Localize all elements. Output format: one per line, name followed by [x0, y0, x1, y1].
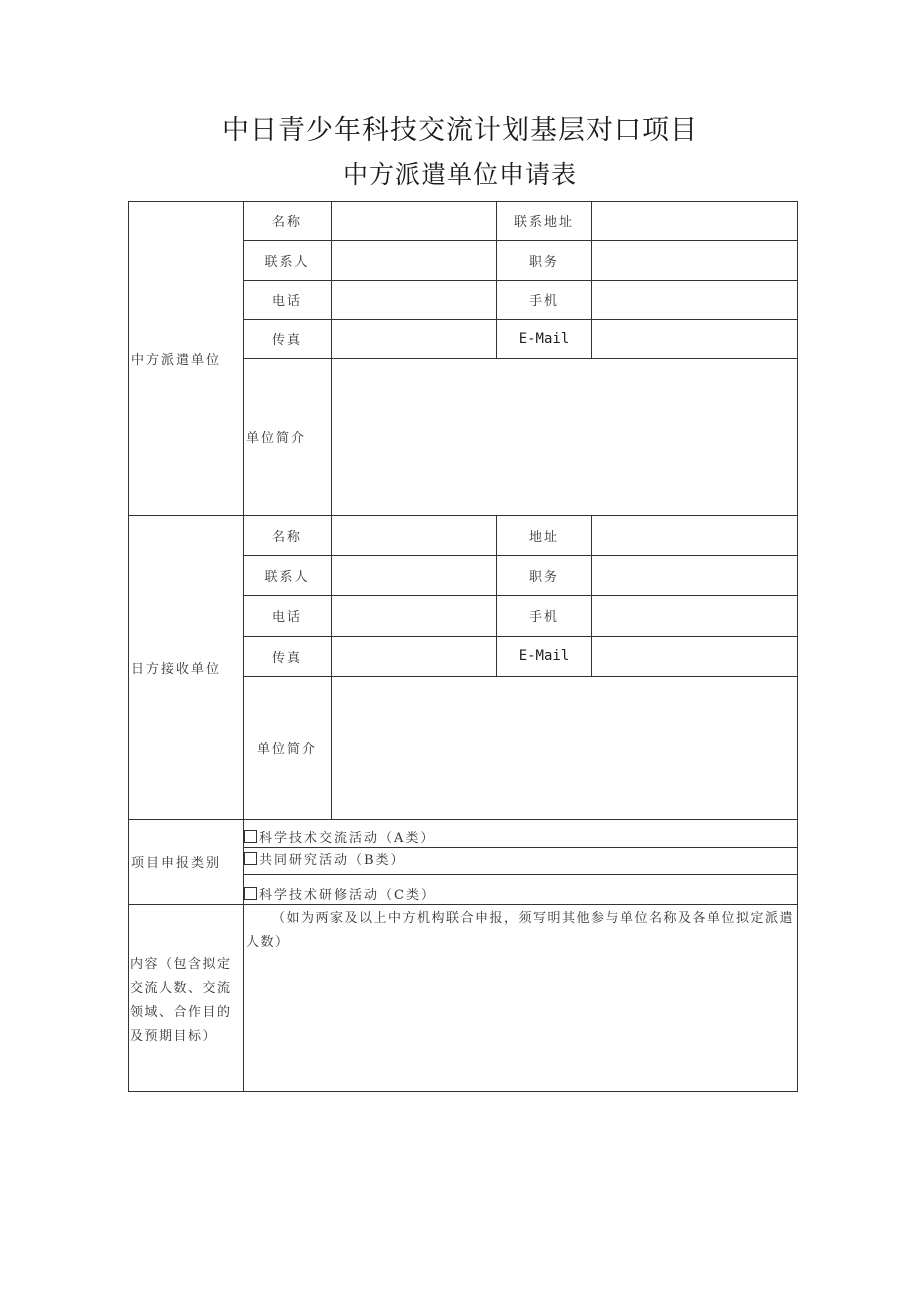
japanese-position-field[interactable]: [592, 556, 797, 595]
japanese-phone-field[interactable]: [332, 596, 496, 636]
chinese-position-field[interactable]: [592, 241, 797, 280]
chinese-mobile-label: 手机: [528, 294, 559, 309]
chinese-intro-label: 单位简介: [246, 431, 307, 446]
chinese-unit-section-label: 中方派遣单位: [131, 353, 222, 368]
japanese-address-field[interactable]: [592, 516, 797, 555]
chinese-email-field[interactable]: [592, 320, 797, 358]
japanese-email-label: E-Mail: [518, 648, 570, 664]
category-option-b-label: 共同研究活动（B类）: [259, 852, 406, 868]
category-option-a[interactable]: [244, 825, 797, 847]
form-title: 中日青少年科技交流计划基层对口项目: [222, 115, 698, 146]
japanese-unit-section-label: 日方接收单位: [131, 661, 222, 677]
japanese-mobile-field[interactable]: [592, 596, 797, 636]
category-option-b[interactable]: [244, 848, 797, 868]
chinese-address-field[interactable]: [592, 202, 797, 240]
chinese-name-field[interactable]: [332, 202, 496, 240]
japanese-name-label: 名称: [271, 529, 302, 545]
content-section-label: 内容（包含拟定交流人数、交流领域、合作目的及预期目标）: [130, 957, 232, 1044]
chinese-contact-field[interactable]: [332, 241, 496, 280]
chinese-address-label: 联系地址: [513, 215, 574, 230]
japanese-contact-label: 联系人: [264, 569, 310, 585]
content-note[interactable]: （如为两家及以上中方机构联合申报，须写明其他参与单位名称及各单位拟定派遣人数）: [246, 911, 795, 950]
japanese-mobile-label: 手机: [528, 610, 559, 625]
checkbox-icon[interactable]: [244, 830, 257, 843]
chinese-position-label: 职务: [528, 254, 559, 270]
japanese-address-label: 地址: [528, 529, 559, 545]
chinese-fax-field[interactable]: [332, 320, 496, 358]
category-option-c[interactable]: [244, 882, 797, 904]
japanese-contact-field[interactable]: [332, 556, 496, 595]
category-option-a-label: 科学技术交流活动（A类）: [259, 830, 436, 846]
form-subtitle: 中方派遣单位申请表: [342, 160, 577, 189]
category-section-label: 项目申报类别: [131, 856, 222, 871]
chinese-mobile-field[interactable]: [592, 281, 797, 319]
japanese-name-field[interactable]: [332, 516, 496, 555]
japanese-intro-field[interactable]: [332, 677, 797, 819]
chinese-phone-field[interactable]: [332, 281, 496, 319]
japanese-phone-label: 电话: [271, 610, 302, 625]
chinese-intro-field[interactable]: [332, 359, 797, 515]
chinese-email-label: E-Mail: [518, 330, 570, 347]
chinese-contact-label: 联系人: [264, 254, 310, 270]
category-option-c-label: 科学技术研修活动（C类）: [259, 887, 436, 903]
chinese-name-label: 名称: [271, 215, 302, 230]
japanese-fax-field[interactable]: [332, 637, 496, 676]
checkbox-icon[interactable]: [244, 852, 257, 865]
chinese-fax-label: 传真: [271, 333, 302, 348]
chinese-phone-label: 电话: [271, 294, 302, 309]
japanese-position-label: 职务: [528, 569, 559, 585]
japanese-email-field[interactable]: [592, 637, 797, 676]
checkbox-icon[interactable]: [244, 887, 257, 900]
japanese-fax-label: 传真: [271, 650, 302, 666]
japanese-intro-label: 单位简介: [256, 742, 317, 757]
